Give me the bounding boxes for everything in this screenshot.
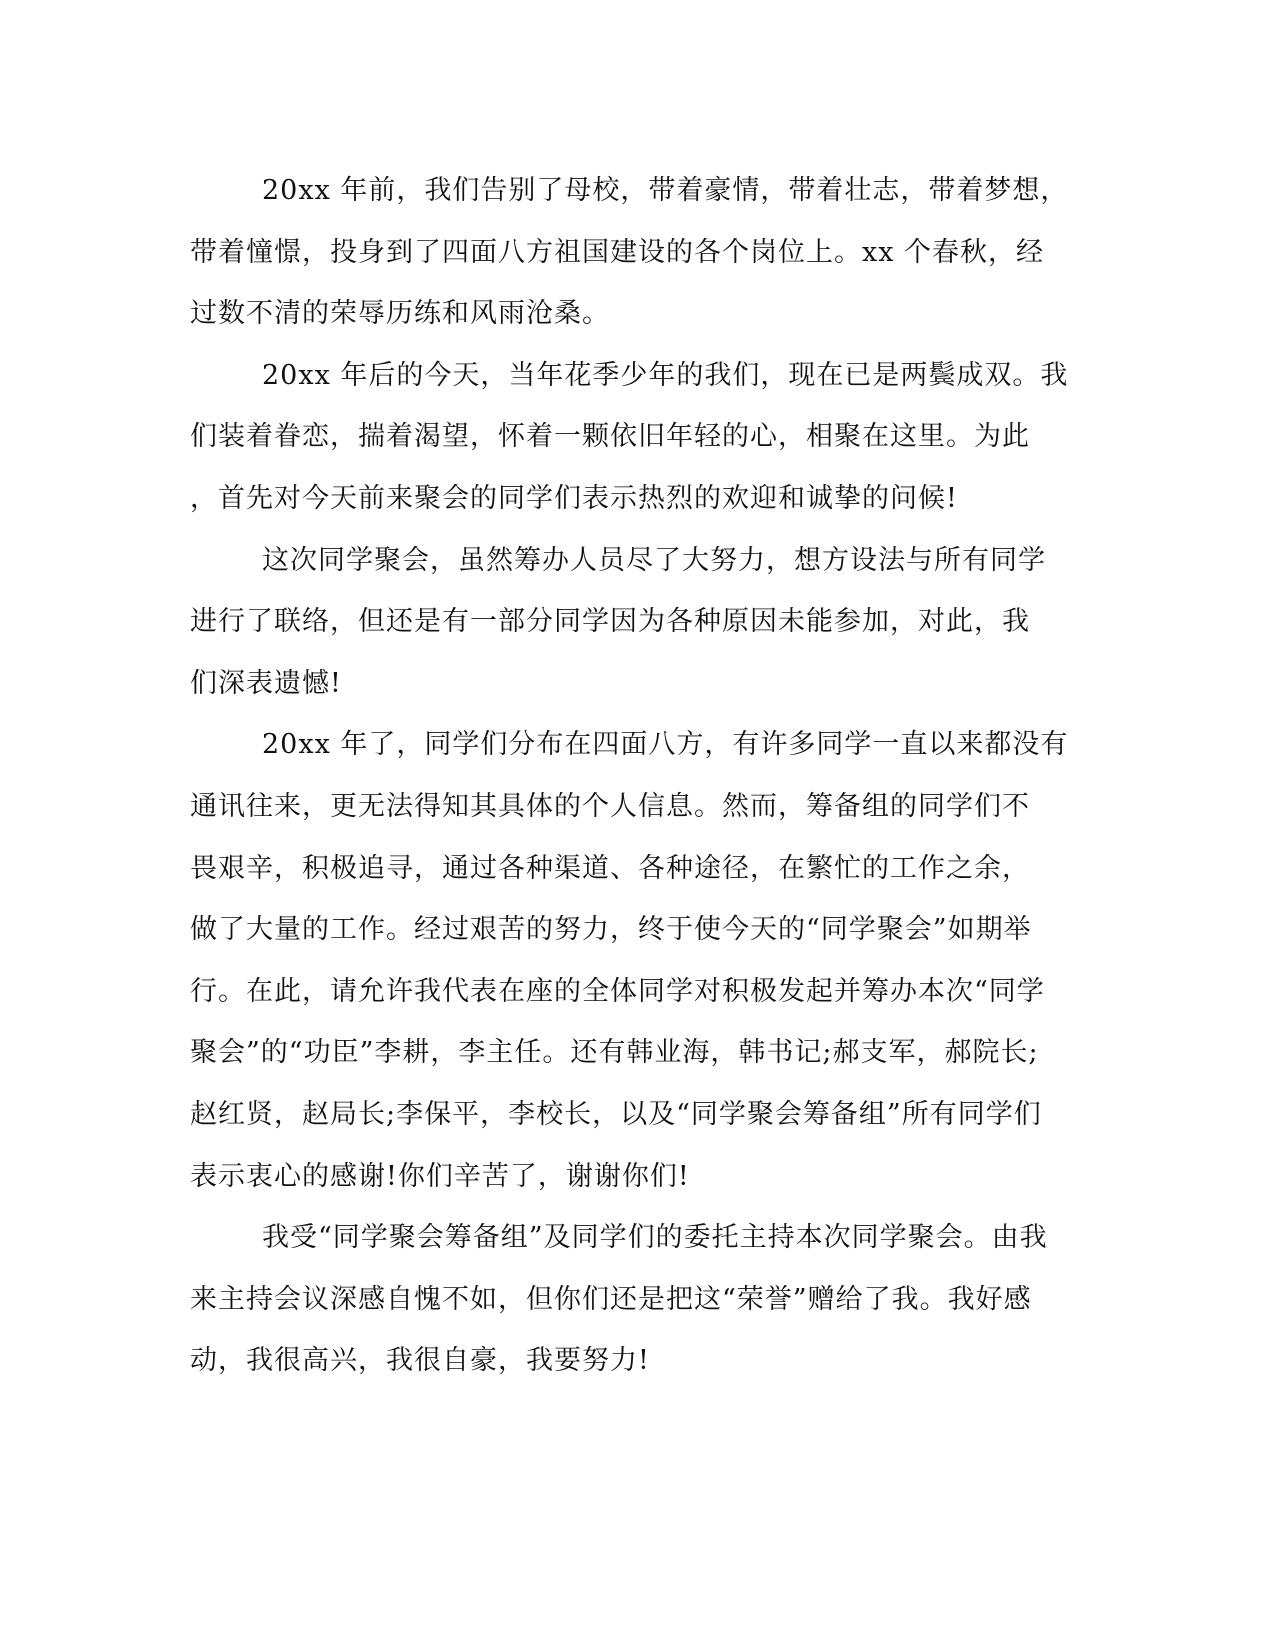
text-line: 带着憧憬，投身到了四面八方祖国建设的各个岗位上。xx 个春秋，经 [190, 236, 1045, 268]
text-line: 赵红贤，赵局长;李保平，李校长，以及“同学聚会筹备组”所有同学们 [190, 1098, 1042, 1130]
text-line: 20xx 年前，我们告别了母校，带着豪情，带着壮志，带着梦想， [262, 175, 1069, 206]
text-line: 来主持会议深感自愧不如，但你们还是把这“荣誉”赠给了我。我好感 [190, 1283, 1032, 1315]
paragraph-1 [190, 160, 1080, 345]
paragraph-5 [190, 1207, 1080, 1392]
text-line: 通讯往来，更无法得知其具体的个人信息。然而，筹备组的同学们不 [190, 790, 1030, 822]
text-line: 这次同学聚会，虽然筹办人员尽了大努力，想方设法与所有同学 [262, 544, 1046, 576]
text-line: ，首先对今天前来聚会的同学们表示热烈的欢迎和诚挚的问候! [190, 482, 958, 514]
paragraph-4 [190, 714, 1080, 1207]
text-line: 行。在此，请允许我代表在座的全体同学对积极发起并筹办本次“同学 [190, 975, 1045, 1007]
text-line: 们深表遗憾! [190, 667, 342, 699]
document-body [190, 160, 1080, 1392]
text-line: 过数不清的荣辱历练和风雨沧桑。 [190, 298, 610, 330]
text-line: 们装着眷恋，揣着渴望，怀着一颗依旧年轻的心，相聚在这里。为此 [190, 421, 1030, 453]
text-line: 做了大量的工作。经过艰苦的努力，终于使今天的“同学聚会”如期举 [190, 914, 1032, 946]
paragraph-3 [190, 530, 1080, 715]
text-line: 20xx 年后的今天，当年花季少年的我们，现在已是两鬓成双。我 [262, 359, 1069, 391]
text-line: 动，我很高兴，我很自豪，我要努力! [190, 1345, 650, 1377]
text-line: 聚会”的“功臣”李耕，李主任。还有韩业海，韩书记;郝支军，郝院长; [190, 1037, 1039, 1069]
text-line: 表示衷心的感谢!你们辛苦了，谢谢你们! [190, 1160, 690, 1192]
text-line: 我受“同学聚会筹备组”及同学们的委托主持本次同学聚会。由我 [262, 1222, 1048, 1254]
text-line: 畏艰辛，积极追寻，通过各种渠道、各种途径，在繁忙的工作之余， [190, 852, 1030, 884]
text-line: 20xx 年了，同学们分布在四面八方，有许多同学一直以来都没有 [262, 729, 1069, 761]
text-line: 进行了联络，但还是有一部分同学因为各种原因未能参加，对此，我 [190, 606, 1030, 638]
paragraph-2 [190, 345, 1080, 530]
